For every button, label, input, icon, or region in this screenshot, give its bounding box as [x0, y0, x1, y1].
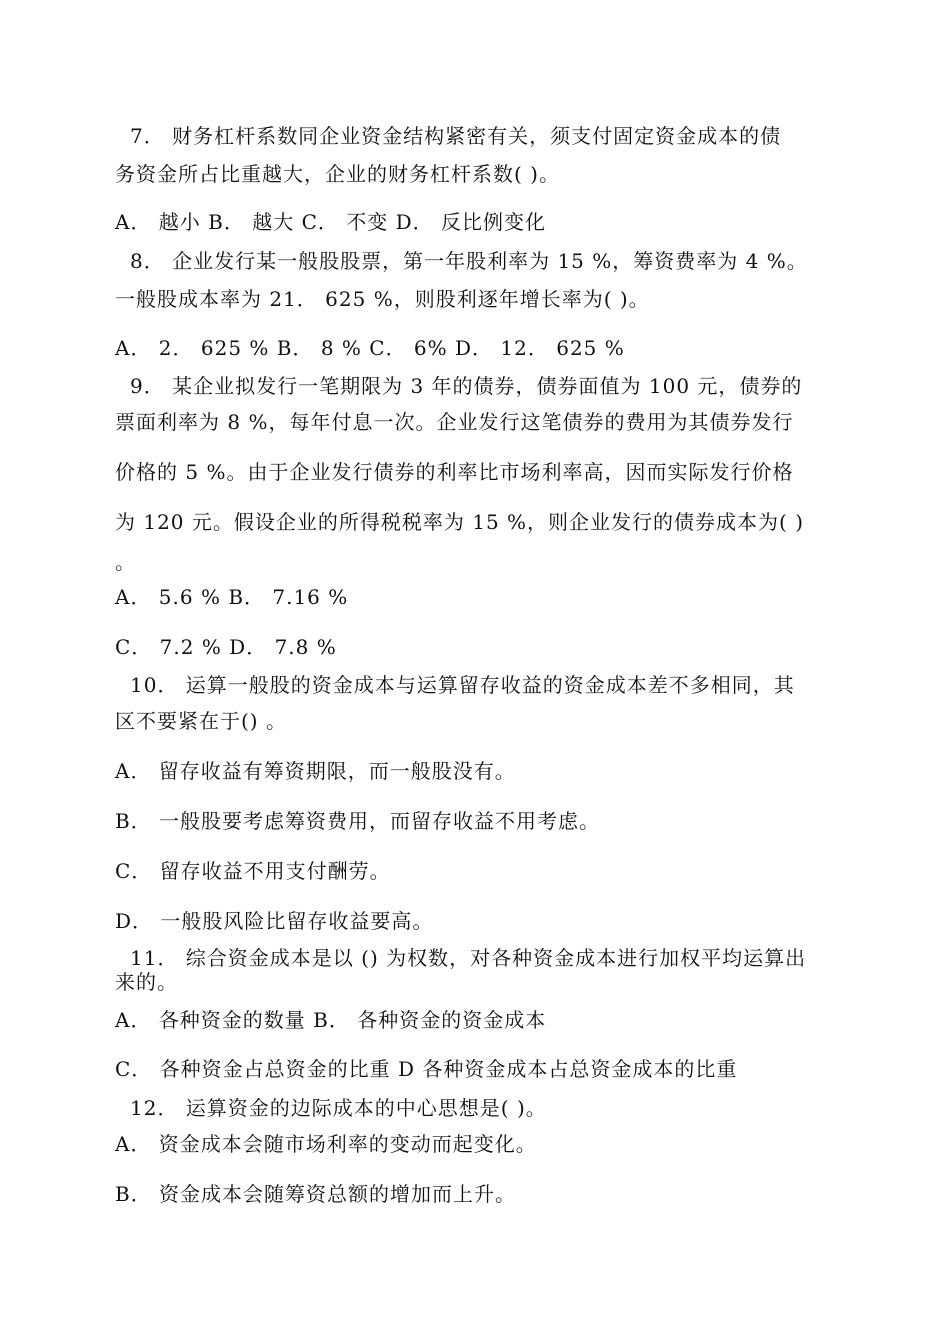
- q10-option-b: B． 一般股要考虑筹资费用，而留存收益不用考虑。: [115, 809, 601, 833]
- q9-options-2: C． 7.2 % D． 7.8 %: [115, 635, 337, 659]
- q9-stem-line-4: 为 120 元。假设企业的所得税税率为 15 %，则企业发行的债券成本为( ): [115, 510, 805, 534]
- q10-option-d: D． 一般股风险比留存收益要高。: [115, 909, 434, 933]
- q12-option-a: A． 资金成本会随市场利率的变动而起变化。: [115, 1132, 537, 1156]
- q11-stem-line-2: 来的。: [115, 970, 178, 994]
- q8-stem-line-1: 8． 企业发行某一般股股票，第一年股利率为 15 %，筹资费率为 4 %。: [130, 249, 808, 273]
- q10-stem-line-1: 10． 运算一般股的资金成本与运算留存收益的资金成本差不多相同，其: [130, 673, 795, 697]
- q9-stem-line-2: 票面利率为 8 %，每年付息一次。企业发行这笔债券的费用为其债券发行: [115, 410, 794, 434]
- q10-option-c: C． 留存收益不用支付酬劳。: [115, 859, 391, 883]
- q7-stem-line-2: 务资金所占比重越大，企业的财务杠杆系数( )。: [115, 162, 560, 186]
- q10-option-a: A． 留存收益有筹资期限，而一般股没有。: [115, 759, 516, 783]
- q7-stem-line-1: 7． 财务杠杆系数同企业资金结构紧密有关，须支付固定资金成本的债: [130, 124, 782, 148]
- q9-stem-line-3: 价格的 5 %。由于企业发行债券的利率比市场利率高，因而实际发行价格: [115, 460, 794, 484]
- q8-options: A． 2． 625 % B． 8 % C． 6% D． 12． 625 %: [115, 336, 625, 360]
- q11-stem-line-1: 11． 综合资金成本是以 () 为权数，对各种资金成本进行加权平均运算出: [130, 946, 807, 970]
- q9-stem-line-1: 9． 某企业拟发行一笔期限为 3 年的债券，债券面值为 100 元，债券的: [130, 374, 803, 398]
- q12-option-b: B． 资金成本会随筹资总额的增加而上升。: [115, 1182, 517, 1206]
- q9-stem-line-5: 。: [115, 550, 136, 574]
- q10-stem-line-2: 区不要紧在于() 。: [115, 709, 287, 733]
- q7-options: A． 越小 B． 越大 C． 不变 D． 反比例变化: [115, 210, 546, 234]
- q11-options-2: C． 各种资金占总资金的比重 D 各种资金成本占总资金成本的比重: [115, 1057, 738, 1081]
- q9-options-1: A． 5.6 % B． 7.16 %: [115, 585, 349, 609]
- q8-stem-line-2: 一般股成本率为 21． 625 %，则股利逐年增长率为( )。: [115, 287, 650, 311]
- q11-options-1: A． 各种资金的数量 B． 各种资金的资金成本: [115, 1008, 547, 1032]
- q12-stem: 12． 运算资金的边际成本的中心思想是( )。: [130, 1096, 547, 1120]
